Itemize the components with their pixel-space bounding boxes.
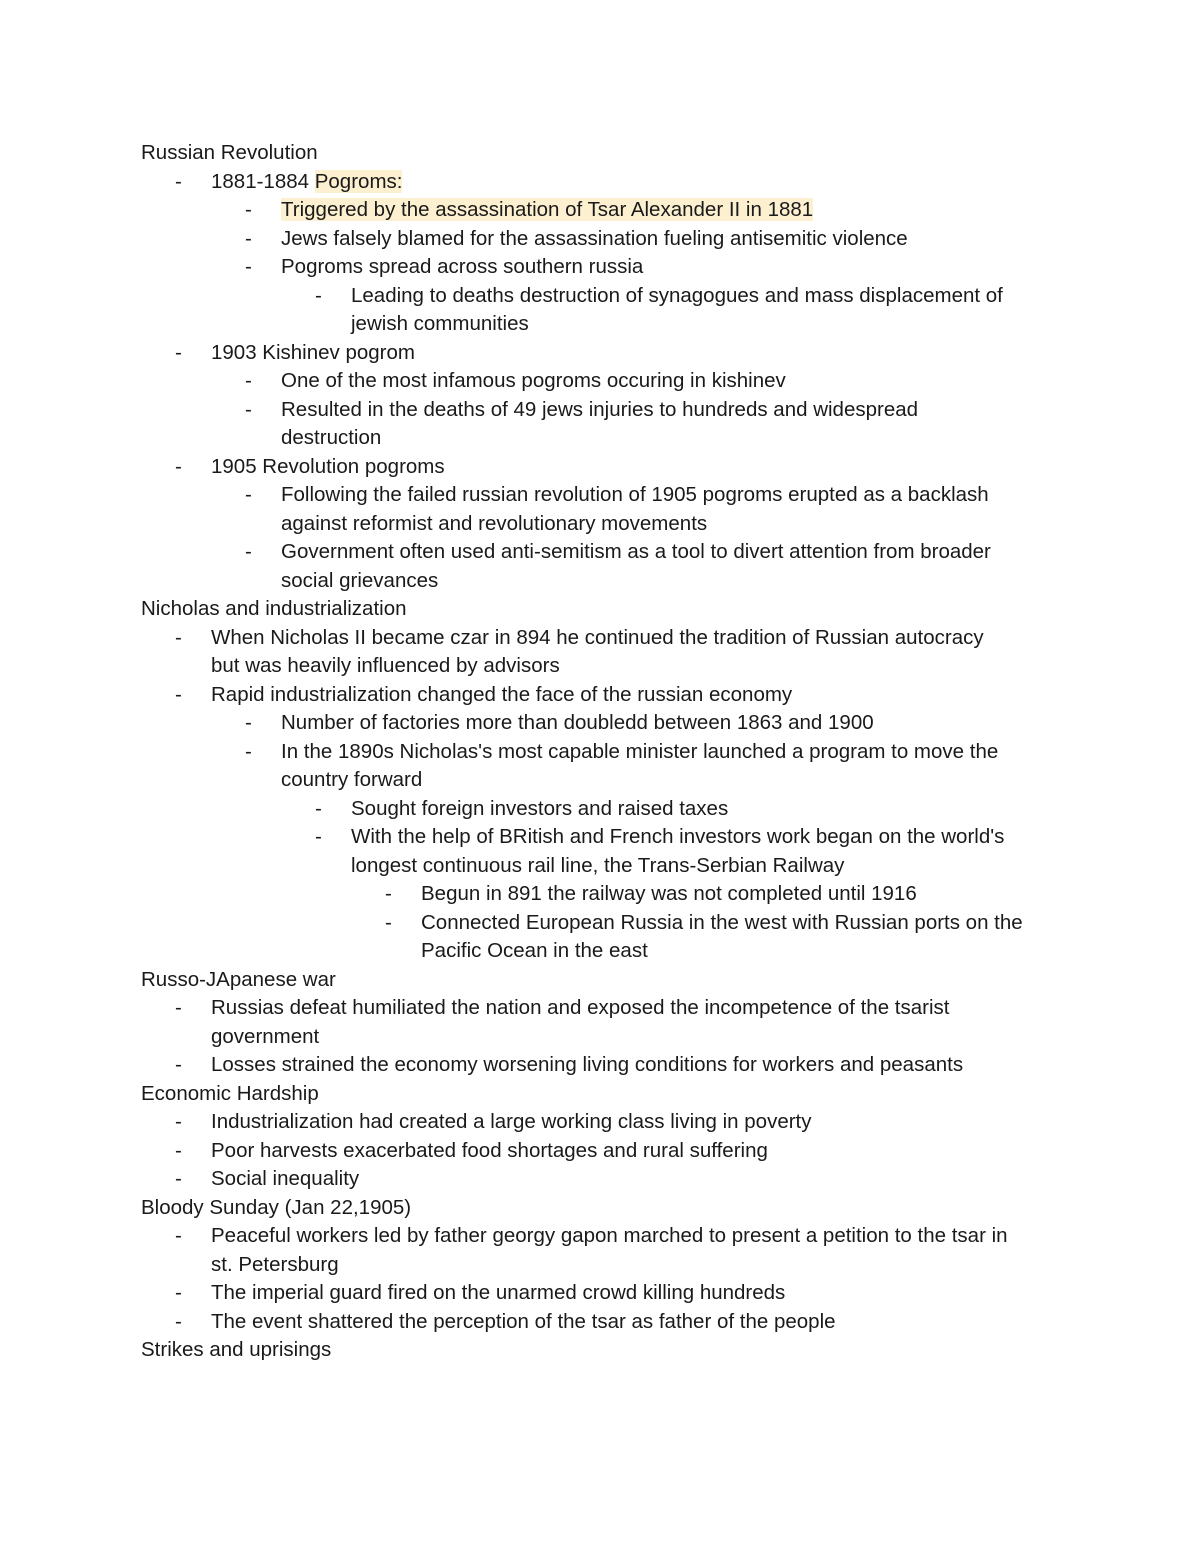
- bullet-dash: -: [245, 226, 252, 250]
- bullet-dash: -: [315, 796, 322, 820]
- bullet-dash: -: [385, 882, 392, 905]
- list-item-text: - Resulted in the deaths of 49 jews injuries to hundreds and widespread: [281, 396, 1066, 425]
- list-item-text: - Peaceful workers led by father georgy gapon marched to present a petition to the tsar in: [211, 1222, 1066, 1251]
- list-item-text: - Connected European Russia in the west with Russian ports on the: [421, 909, 1066, 938]
- list-item: [141, 168, 1066, 197]
- list-item: [141, 1279, 1066, 1308]
- section-heading: Nicholas and industrialization: [141, 597, 407, 620]
- bullet-dash: -: [175, 1281, 182, 1304]
- document-body: [141, 139, 1066, 1365]
- list-item-text: - Rapid industrialization changed the face of the russian economy: [211, 681, 1066, 710]
- list-item: [141, 1165, 1066, 1194]
- list-item-text: - Poor harvests exacerbated food shortages and rural suffering: [211, 1137, 1066, 1166]
- list-item: [141, 396, 1066, 453]
- list-item: [141, 624, 1066, 681]
- list-item-text: country forward: [281, 768, 423, 791]
- list-item: [141, 880, 1066, 909]
- section: [141, 1194, 1066, 1337]
- list-item-text: longest continuous rail line, the Trans-Serbian Railway: [351, 853, 845, 877]
- list-item-text: - Number of factories more than doubledd between 1863 and 1900: [281, 709, 1066, 738]
- bullet-dash: -: [245, 198, 252, 221]
- bullet-dash: -: [175, 1167, 182, 1190]
- list-item: [141, 1308, 1066, 1337]
- list-item: [141, 709, 1066, 738]
- highlighted-text: Triggered by the assassination of Tsar Alexander II in 1881: [281, 198, 814, 221]
- list-item: [141, 538, 1066, 595]
- list-item-text: - Government often used anti-semitism as a tool to divert attention from broader: [281, 538, 1066, 567]
- list-item-text: government: [211, 1024, 320, 1048]
- bullet-dash: -: [175, 1224, 182, 1247]
- list-item-text: - Following the failed russian revolution of 1905 pogroms erupted as a backlash: [281, 481, 1066, 510]
- bullet-dash: -: [245, 255, 252, 278]
- list-item: [141, 225, 1066, 254]
- bullet-dash: -: [175, 169, 182, 193]
- list-item-text: - One of the most infamous pogroms occuring in kishinev: [281, 367, 1066, 396]
- list-item-text: - Industrialization had created a large working class living in poverty: [211, 1108, 1066, 1137]
- bullet-dash: -: [175, 996, 182, 1019]
- highlighted-text: Pogroms:: [314, 169, 403, 193]
- list-item-text: against reformist and revolutionary movements: [281, 511, 708, 535]
- bullet-dash: -: [175, 682, 182, 706]
- list-item-text: st. Petersburg: [211, 1252, 339, 1276]
- list-item: [141, 994, 1066, 1051]
- list-item: [141, 339, 1066, 368]
- section: [141, 1336, 1066, 1365]
- list-item-text: - Social inequality: [211, 1165, 1066, 1194]
- list-item-text: [245, 196, 1066, 225]
- bullet-dash: -: [175, 454, 182, 478]
- list-item: [141, 738, 1066, 795]
- list-item: [141, 1137, 1066, 1166]
- bullet-dash: -: [245, 483, 252, 506]
- list-item-text: - 1881-1884 Pogroms:: [211, 168, 1066, 197]
- list-item-text: - The event shattered the perception of the tsar as father of the people: [211, 1308, 1066, 1337]
- bullet-dash: -: [175, 625, 182, 649]
- bullet-dash: -: [315, 283, 322, 307]
- section-heading: Russian Revolution: [141, 141, 318, 164]
- list-item: [141, 253, 1066, 282]
- list-item-text: but was heavily influenced by advisors: [211, 654, 560, 677]
- list-item: [141, 795, 1066, 824]
- list-item: [141, 1108, 1066, 1137]
- list-item: [141, 1051, 1066, 1080]
- list-item-text: - With the help of BRitish and French investors work began on the world's: [351, 823, 1066, 852]
- section-heading: Bloody Sunday (Jan 22,1905): [141, 1195, 412, 1219]
- bullet-dash: -: [245, 369, 252, 392]
- list-item-text: Pacific Ocean in the east: [421, 939, 648, 962]
- section-heading: Strikes and uprisings: [141, 1338, 332, 1361]
- list-item: [141, 909, 1066, 966]
- list-item-text: - Pogroms spread across southern russia: [281, 253, 1066, 282]
- list-item-text: - Leading to deaths destruction of synagogues and mass displacement of: [351, 282, 1066, 311]
- list-item-text: social grievances: [281, 568, 439, 592]
- list-item: [141, 1222, 1066, 1279]
- list-item-text: - In the 1890s Nicholas's most capable minister launched a program to move the: [281, 738, 1066, 767]
- list-item-text: - Russias defeat humiliated the nation and exposed the incompetence of the tsarist: [211, 994, 1066, 1023]
- list-item-text: destruction: [281, 426, 382, 449]
- list-item: [141, 367, 1066, 396]
- list-item-text: - Begun in 891 the railway was not completed until 1916: [421, 880, 1066, 909]
- list-item-text: jewish communities: [351, 312, 529, 335]
- list-item-text: - Losses strained the economy worsening living conditions for workers and peasants: [211, 1051, 1066, 1080]
- section: [141, 139, 1066, 595]
- bullet-dash: -: [315, 825, 322, 848]
- section: [141, 1080, 1066, 1194]
- bullet-dash: -: [245, 711, 252, 734]
- bullet-dash: -: [175, 1053, 182, 1076]
- bullet-dash: -: [175, 1138, 182, 1162]
- section-heading: Russo-JApanese war: [141, 967, 336, 991]
- list-item-text: - Jews falsely blamed for the assassination fueling antisemitic violence: [281, 225, 1066, 254]
- list-item: [141, 681, 1066, 710]
- list-item: [141, 481, 1066, 538]
- section-heading: Economic Hardship: [141, 1081, 319, 1105]
- list-item: [141, 196, 1066, 225]
- list-item-text: - Sought foreign investors and raised taxes: [351, 795, 1066, 824]
- bullet-dash: -: [175, 1110, 182, 1133]
- bullet-dash: -: [385, 910, 392, 934]
- list-item-text: - 1903 Kishinev pogrom: [211, 339, 1066, 368]
- bullet-dash: -: [175, 340, 182, 364]
- list-item: [141, 282, 1066, 339]
- list-item-text: - 1905 Revolution pogroms: [211, 453, 1066, 482]
- list-item-text: - The imperial guard fired on the unarmed crowd killing hundreds: [211, 1279, 1066, 1308]
- section: [141, 595, 1066, 966]
- bullet-dash: -: [245, 397, 252, 421]
- bullet-dash: -: [175, 1309, 182, 1333]
- list-item: [141, 823, 1066, 880]
- list-item-text: - When Nicholas II became czar in 894 he continued the tradition of Russian autocracy: [211, 624, 1066, 653]
- list-item: [141, 453, 1066, 482]
- bullet-dash: -: [245, 739, 252, 763]
- bullet-dash: -: [245, 540, 252, 563]
- section: [141, 966, 1066, 1080]
